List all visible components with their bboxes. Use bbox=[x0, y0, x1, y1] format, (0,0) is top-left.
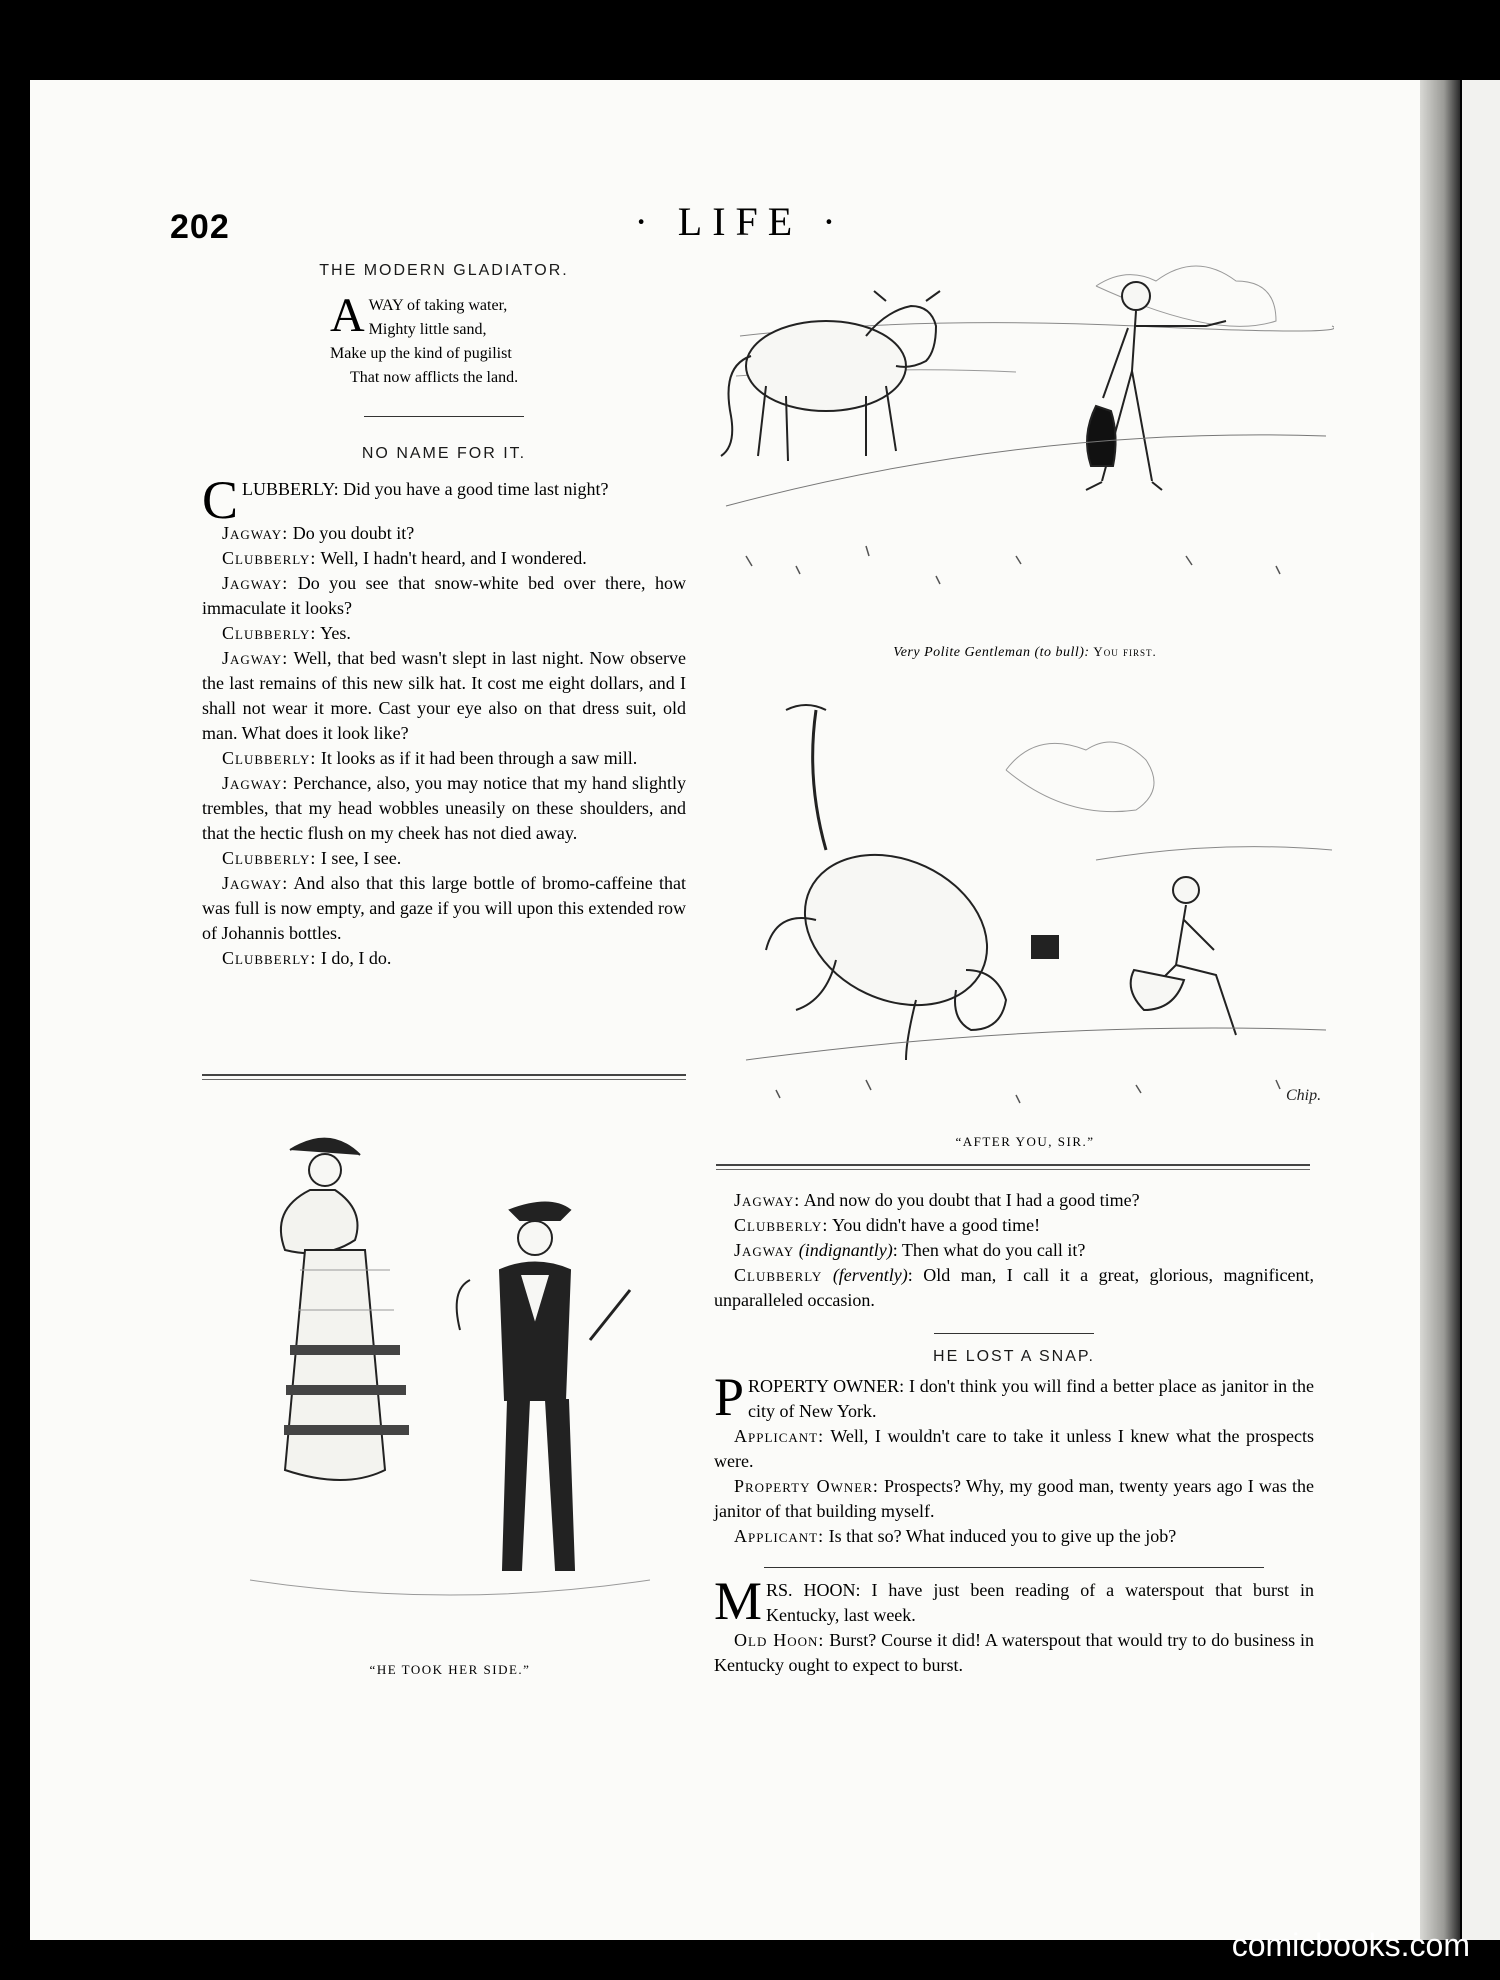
poem-title: THE MODERN GLADIATOR. bbox=[319, 262, 569, 279]
poem-line: That now afflicts the land. bbox=[350, 369, 519, 386]
dialogue-text: You didn't have a good time! bbox=[828, 1215, 1041, 1235]
caption-polite-gentleman bbox=[716, 644, 1334, 661]
dialogue-line bbox=[202, 571, 686, 621]
speaker: Clubberly: bbox=[222, 748, 317, 768]
speaker: ROPERTY OWNER: bbox=[748, 1376, 905, 1396]
right-column bbox=[714, 1188, 1314, 1678]
dialogue-text: I don't think you will find a better place as janitor in the city of New York. bbox=[748, 1376, 1314, 1421]
dialogue-text: And also that this large bottle of bromo-caffeine that was full is now empty, and gaze if you will upon this extended row of Johannis bottles. bbox=[202, 873, 686, 943]
illustration-polite-gentleman-bull bbox=[716, 256, 1334, 636]
dialogue-line bbox=[714, 1263, 1314, 1313]
dialogue-text: And now do you doubt that I had a good time? bbox=[800, 1190, 1140, 1210]
divider-double bbox=[716, 1164, 1310, 1170]
section-title-lost-snap: HE LOST A SNAP. bbox=[933, 1348, 1095, 1365]
speaker: Jagway: bbox=[222, 873, 289, 893]
speaker: Jagway: bbox=[222, 573, 289, 593]
dialogue-text: Well, I wouldn't care to take it unless I knew what the prospects were. bbox=[714, 1426, 1314, 1471]
poem bbox=[330, 289, 590, 390]
caption-after-you: “AFTER YOU, SIR.” bbox=[955, 1134, 1095, 1149]
dialogue-text: Yes. bbox=[316, 623, 351, 643]
speaker: Clubberly: bbox=[734, 1215, 829, 1235]
dialogue-line bbox=[714, 1238, 1314, 1263]
divider-double bbox=[202, 1074, 686, 1080]
section-title-no-name: NO NAME FOR IT. bbox=[361, 445, 527, 462]
site-watermark: comicbooks.com bbox=[1231, 1927, 1470, 1963]
dialogue-text: I see, I see. bbox=[316, 848, 402, 868]
speaker: Clubberly bbox=[734, 1265, 823, 1285]
left-column bbox=[202, 262, 686, 971]
dialogue-line bbox=[202, 646, 686, 746]
stage-direction: (fervently) bbox=[832, 1265, 908, 1285]
dialogue-text: : Old man, I call it a great, glorious, magnificent, unparalleled occasion. bbox=[714, 1265, 1314, 1310]
poem-line: Mighty little sand, bbox=[368, 321, 487, 338]
dialogue-text: Did you have a good time last night? bbox=[338, 479, 609, 499]
dialogue-text: Well, that bed wasn't slept in last night. Now observe the last remains of this new silk hat. It cost me eight dollars, and I shall not wear it more. Cast your eye also on that dress suit, old man. What does it look like? bbox=[202, 648, 686, 743]
poem-line: WAY of taking water, bbox=[368, 297, 508, 314]
speaker: Jagway: bbox=[222, 523, 289, 543]
dialogue-text: Well, I hadn't heard, and I wondered. bbox=[316, 548, 587, 568]
dialogue-text: Do you doubt it? bbox=[288, 523, 415, 543]
dialogue-text: I have just been reading of a waterspout that burst in Kentucky, last week. bbox=[766, 1580, 1314, 1625]
dialogue-line bbox=[714, 1474, 1314, 1524]
speaker: Jagway: bbox=[222, 773, 289, 793]
page-spine-edge bbox=[1420, 80, 1460, 1940]
dialogue-line bbox=[714, 1424, 1314, 1474]
speaker: Old Hoon: bbox=[734, 1630, 825, 1650]
dialogue-text: Do you see that snow-white bed over there, how immaculate it looks? bbox=[202, 573, 686, 618]
dialogue-text: : Then what do you call it? bbox=[892, 1240, 1086, 1260]
dialogue-line bbox=[714, 1188, 1314, 1213]
speaker: Jagway: bbox=[734, 1190, 801, 1210]
caption-italic: Very Polite Gentleman (to bull): bbox=[893, 645, 1090, 660]
dialogue-line bbox=[202, 621, 686, 646]
dialogue-line bbox=[202, 946, 686, 971]
artist-signature: Chip. bbox=[1286, 1087, 1322, 1104]
divider bbox=[764, 1567, 1264, 1568]
speaker: Jagway bbox=[734, 1240, 795, 1260]
masthead-title: · LIFE · bbox=[634, 199, 846, 244]
dialogue-text: I do, I do. bbox=[316, 948, 392, 968]
dialogue-text: Is that so? What induced you to give up the job? bbox=[824, 1526, 1177, 1546]
poem-dropcap: A bbox=[330, 289, 365, 342]
dialogue-line bbox=[202, 746, 686, 771]
dialogue-line bbox=[714, 1213, 1314, 1238]
divider bbox=[364, 416, 524, 417]
speaker: Clubberly: bbox=[222, 623, 317, 643]
facing-page-edge bbox=[1462, 80, 1500, 1940]
speaker: Applicant: bbox=[734, 1426, 825, 1446]
speaker: Clubberly: bbox=[222, 548, 317, 568]
dropcap-c: C bbox=[202, 470, 239, 530]
stage-direction: (indignantly) bbox=[798, 1240, 893, 1260]
caption-he-took-her-side: “HE TOOK HER SIDE.” bbox=[369, 1662, 531, 1677]
dialogue-text: Perchance, also, you may notice that my hand slightly trembles, that my head wobbles uneasily on these shoulders, and that the hectic flush on my cheek has not died away. bbox=[202, 773, 686, 843]
dialogue-text: It looks as if it had been through a saw mill. bbox=[316, 748, 638, 768]
speaker: Jagway: bbox=[222, 648, 289, 668]
speaker: Property Owner: bbox=[734, 1476, 879, 1496]
dialogue-line bbox=[202, 771, 686, 846]
dialogue-line bbox=[714, 1367, 1314, 1427]
dialogue-line bbox=[714, 1571, 1314, 1631]
dialogue-text: Burst? Course it did! A waterspout that would try to do business in Kentucky ought to expect to burst. bbox=[714, 1630, 1314, 1675]
dialogue-line bbox=[202, 470, 686, 530]
speaker: RS. HOON: bbox=[766, 1580, 861, 1600]
illustration-he-took-her-side bbox=[230, 1110, 670, 1650]
dropcap-m: M bbox=[714, 1571, 763, 1631]
dialogue-line bbox=[202, 846, 686, 871]
speaker: LUBBERLY: bbox=[242, 479, 339, 499]
caption-text: You first. bbox=[1089, 644, 1157, 659]
speaker: Clubberly: bbox=[222, 848, 317, 868]
poem-line: Make up the kind of pugilist bbox=[330, 345, 512, 362]
dialogue-line bbox=[714, 1524, 1314, 1549]
dialogue-line bbox=[202, 546, 686, 571]
dialogue-line bbox=[202, 871, 686, 946]
dialogue-line bbox=[202, 521, 686, 546]
page-number: 202 bbox=[170, 208, 230, 246]
dialogue-no-name bbox=[202, 470, 686, 971]
dialogue-text: Prospects? Why, my good man, twenty years ago I was the janitor of that building myself. bbox=[714, 1476, 1314, 1521]
illustration-after-you bbox=[716, 700, 1334, 1120]
speaker: Clubberly: bbox=[222, 948, 317, 968]
speaker: Applicant: bbox=[734, 1526, 825, 1546]
dialogue-line bbox=[714, 1628, 1314, 1678]
dropcap-p: P bbox=[714, 1367, 745, 1427]
divider bbox=[934, 1333, 1094, 1334]
